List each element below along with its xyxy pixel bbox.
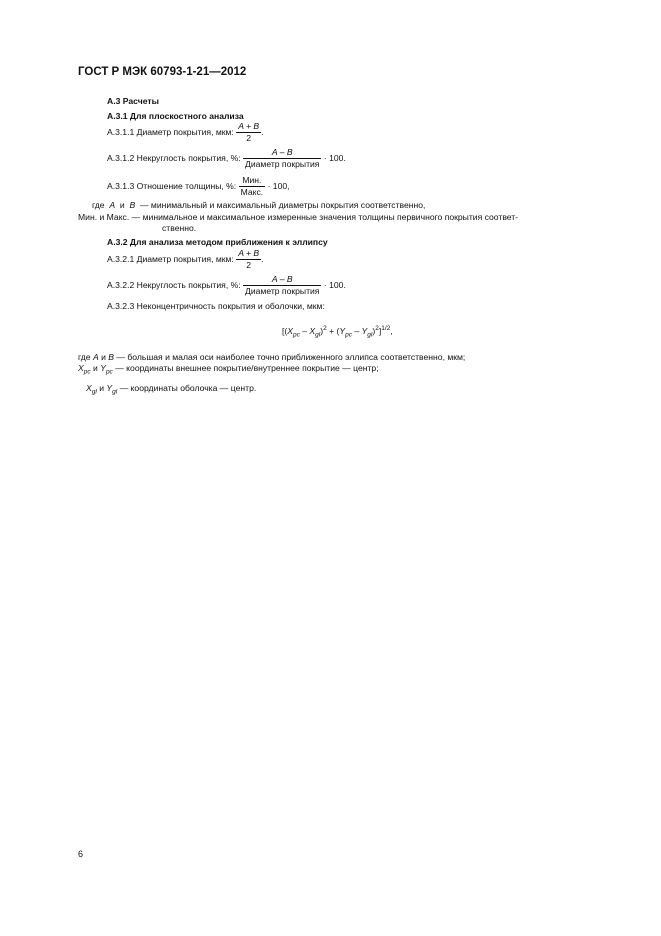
fraction [243, 147, 321, 170]
subscript-gl: gl [367, 331, 373, 339]
formula-label: А.3.2.1 Диаметр покрытия, мкм: [107, 253, 234, 264]
formula-tail: . [261, 126, 264, 137]
square-exponent: 2 [375, 325, 379, 333]
where-lead: Мин. и Макс. [78, 212, 130, 222]
ellipse-concentricity-label: А.3.2.3 Неконцентричность покрытия и оболочки, мкм: [107, 301, 325, 311]
symbol-x: X [78, 363, 84, 373]
document-header: ГОСТ Р МЭК 60793-1-21—2012 [78, 66, 247, 78]
subsection-planar-title: А.3.1 Для плоскостного анализа [107, 111, 244, 121]
conjunction: и [99, 383, 104, 393]
fraction-numerator: A + B [238, 121, 260, 131]
fraction-denominator: 2 [236, 132, 261, 144]
root-exponent: 1/2 [381, 325, 391, 333]
definition-continuation: ственно. [162, 223, 197, 233]
fraction [239, 175, 266, 198]
where-definition-ab-ellipse [78, 352, 465, 363]
symbol-a: A [109, 200, 116, 210]
subscript-gl: gl [112, 388, 118, 396]
where-lead: где [92, 200, 105, 210]
where-definition-min-max [78, 212, 518, 223]
concentricity-formula: $[(X_{pc} - X_{gl})^2 + (Y_{pc} - Y_{gl})^2]^{1/2}$, [282, 325, 393, 339]
symbol-b: B [108, 352, 114, 362]
minus-sign: – [299, 326, 310, 336]
where-definition-gl [86, 383, 256, 394]
symbol-x: X [287, 326, 293, 336]
definition-text: — координаты внешнее покрытие/внутреннее покрытие — центр; [115, 363, 379, 373]
where-lead: где [78, 352, 91, 362]
conjunction: и [101, 352, 106, 362]
formula-label: А.3.2.2 Некруглость покрытия, %: [107, 279, 241, 290]
fraction-denominator: 2 [236, 259, 261, 271]
formula-tail: . [261, 253, 264, 264]
formula-tail: , [390, 326, 393, 336]
fraction-numerator: A – B [271, 274, 293, 284]
symbol-x: X [309, 326, 316, 336]
fraction [236, 121, 264, 144]
formula-label: А.3.1.3 Отношение толщины, %: [107, 180, 237, 191]
fraction-denominator: Макс. [240, 187, 264, 197]
symbol-y: Y [361, 326, 368, 336]
section-title: А.3 Расчеты [107, 96, 159, 106]
fraction [236, 248, 264, 271]
square-exponent: 2 [323, 325, 327, 333]
conjunction: и [119, 200, 125, 210]
subscript-pc: pc [83, 368, 91, 376]
formula-tail: · 100. [323, 152, 346, 163]
fraction-denominator: Диаметр покрытия [245, 286, 320, 296]
symbol-y: Y [106, 383, 113, 393]
definition-text: — минимальное и максимальное измеренные значения толщины первичного покрытия соответ- [131, 212, 519, 222]
subsection-ellipse-title: А.3.2 Для анализа методом приближения к эллипсу [107, 237, 328, 247]
fraction-numerator: Мин. [242, 175, 262, 185]
formula-label: А.3.1.2 Некруглость покрытия, %: [107, 152, 241, 163]
subscript-gl: gl [315, 331, 321, 339]
subscript-pc: pc [292, 331, 300, 339]
where-definition-pc [78, 363, 379, 374]
planar-coating-noncircularity [107, 147, 346, 170]
symbol-y: Y [339, 326, 346, 336]
planar-coating-diameter [107, 121, 264, 144]
subscript-gl: gl [91, 388, 97, 396]
symbol-a: A [92, 352, 99, 362]
close-bracket: ] [378, 326, 382, 336]
formula-label: А.3.1.1 Диаметр покрытия, мкм: [107, 126, 234, 137]
symbol-x: X [86, 383, 92, 393]
page-number: 6 [78, 849, 84, 859]
fraction [243, 274, 321, 297]
conjunction: и [93, 363, 98, 373]
formula-open: [( [282, 326, 288, 336]
definition-text: — минимальный и максимальный диаметры покрытия соответственно, [139, 200, 426, 210]
minus-sign: – [351, 326, 362, 336]
formula-tail: · 100. [323, 279, 346, 290]
symbol-b: B [129, 200, 136, 210]
where-definition-ab-planar [92, 200, 425, 211]
formula-tail: · 100, [267, 180, 290, 191]
close-paren: ) [372, 326, 376, 336]
subscript-pc: pc [345, 331, 352, 339]
fraction-numerator: A + B [238, 248, 260, 258]
definition-text: — координаты оболочка — центр. [119, 383, 257, 393]
subscript-pc: pc [105, 368, 113, 376]
plus-sign: + ( [326, 326, 340, 336]
symbol-y: Y [100, 363, 106, 373]
fraction-numerator: A – B [271, 147, 293, 157]
ellipse-coating-noncircularity [107, 274, 346, 297]
planar-thickness-ratio [107, 175, 290, 198]
fraction-denominator: Диаметр покрытия [245, 159, 320, 169]
ellipse-coating-diameter [107, 248, 264, 271]
definition-text: — большая и малая оси наиболее точно приближенного эллипса соответственно, мкм; [116, 352, 466, 362]
